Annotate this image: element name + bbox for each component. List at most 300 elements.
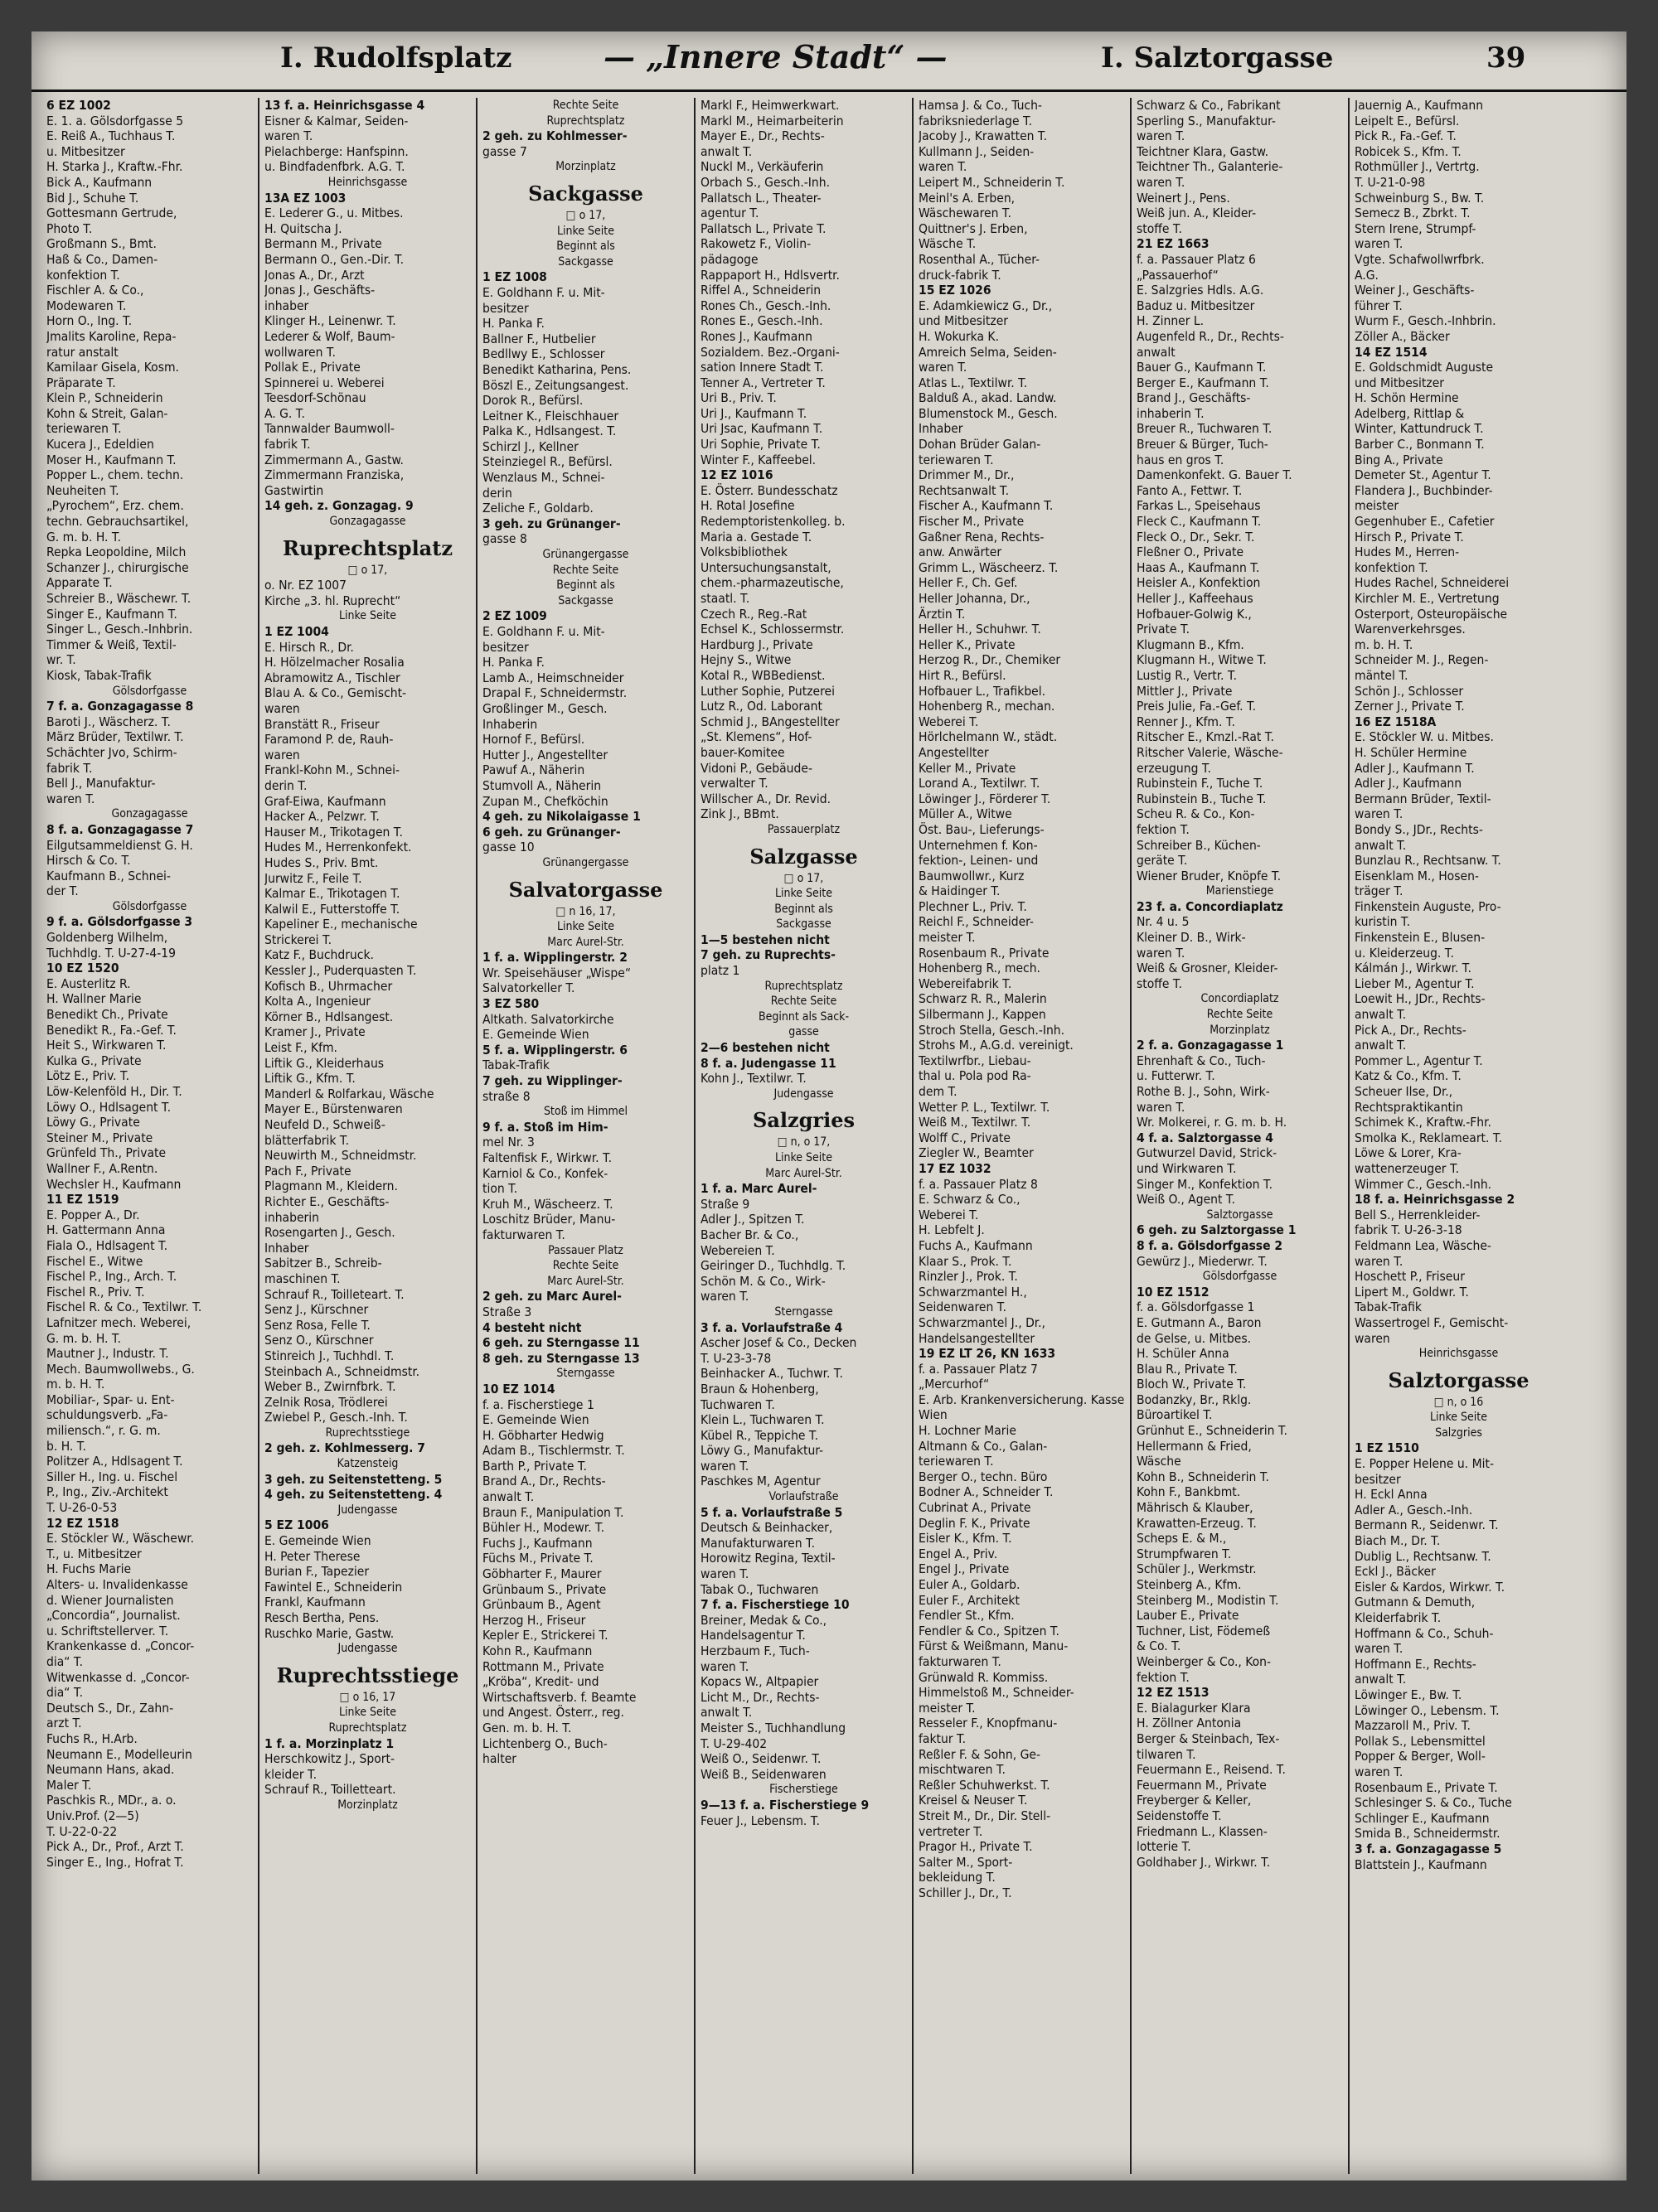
directory-entry: waren T.	[701, 1458, 749, 1474]
directory-entry: Lichtenberg O., Buch-	[482, 1735, 608, 1751]
directory-entry: Hirsch P., Private T.	[1355, 529, 1464, 545]
cross-street-marker: Concordiaplatz	[1200, 992, 1279, 1006]
directory-entry: Haß & Co., Damen-	[46, 251, 158, 267]
directory-entry: 5 f. a. Wipplingerstr. 6	[482, 1042, 628, 1058]
directory-entry: Lieber M., Agentur T.	[1355, 975, 1475, 991]
directory-entry: Mobiliar-, Spar- u. Ent-	[46, 1392, 175, 1407]
directory-entry: Hofbauer-Golwig K.,	[1137, 606, 1252, 622]
directory-entry: techn. Gebrauchsartikel,	[46, 514, 189, 530]
directory-entry: Grimm L., Wäscheerz. T.	[919, 559, 1059, 575]
directory-entry: T. U-23-3-78	[701, 1350, 772, 1366]
directory-entry: Schimek K., Kraftw.-Fhr.	[1355, 1115, 1491, 1130]
directory-entry: H. Wokurka K.	[919, 328, 999, 344]
directory-column-2	[259, 98, 478, 2174]
directory-entry: Großlinger M., Gesch.	[482, 700, 608, 716]
directory-entry: Heller K., Private	[919, 636, 1016, 652]
cross-street-marker: Rechte Seite	[1206, 1008, 1273, 1022]
cross-street-marker: Ruprechtsplatz	[328, 1721, 407, 1735]
header-right-street: I. Salztorgasse	[1101, 41, 1334, 75]
directory-entry: Leipert M., Schneiderin T.	[919, 174, 1065, 190]
directory-entry: Hoffmann & Co., Schuh-	[1355, 1625, 1494, 1641]
directory-entry: Fleck O., Dr., Sekr. T.	[1137, 529, 1255, 545]
directory-entry: Engel A., Priv.	[919, 1546, 998, 1561]
directory-entry: Unternehmen f. Kon-	[919, 837, 1038, 853]
directory-entry: Heit S., Wirkwaren T.	[46, 1038, 167, 1053]
cross-street-marker: gasse	[788, 1025, 819, 1039]
cross-street-marker: Rechte Seite	[552, 1259, 619, 1273]
cross-street-marker: Vorlaufstraße	[768, 1490, 839, 1504]
directory-entry: Singer L., Gesch.-Inhbrin.	[46, 622, 193, 637]
directory-entry: Gaßner Rena, Rechts-	[919, 529, 1045, 545]
directory-entry: Körner B., Hdlsangest.	[264, 1009, 394, 1024]
directory-entry: de Gelse, u. Mitbes.	[1137, 1330, 1252, 1346]
directory-entry: A.G.	[1355, 267, 1379, 283]
directory-entry: Tuchner, List, Födemeß	[1137, 1623, 1271, 1638]
directory-entry: Weiß B., Seidenwaren	[701, 1766, 827, 1782]
directory-entry: Weberei T.	[919, 714, 979, 729]
directory-entry: Grünwald R. Kommiss.	[919, 1669, 1049, 1685]
directory-entry: Heller H., Schuhwr. T.	[919, 622, 1041, 637]
directory-entry: Smida B., Schneidermstr.	[1355, 1826, 1500, 1842]
directory-entry: Krawatten-Erzeug. T.	[1137, 1515, 1257, 1531]
directory-entry: u. Kleiderzeug. T.	[1355, 945, 1454, 961]
directory-entry: und Mitbesitzer	[1355, 375, 1445, 390]
directory-entry: Deglin F. K., Private	[919, 1515, 1030, 1531]
directory-entry: 2—6 bestehen nicht	[701, 1040, 830, 1056]
directory-entry: Hacker A., Pelzwr. T.	[264, 809, 380, 825]
directory-entry: Schneider M. J., Regen-	[1355, 652, 1489, 668]
directory-entry: Kirche „3. hl. Ruprecht“	[264, 593, 401, 608]
directory-entry: waren T.	[919, 159, 967, 175]
directory-entry: Kucera J., Edeldien	[46, 437, 154, 453]
directory-entry: E. Stöckler W. u. Mitbes.	[1355, 729, 1494, 745]
directory-entry: Ziegler W., Beamter	[919, 1145, 1034, 1161]
directory-entry: mischtwaren T.	[919, 1762, 1006, 1778]
directory-entry: 15 EZ 1026	[919, 283, 991, 298]
directory-entry: u. Mitbesitzer	[46, 143, 125, 159]
directory-entry: besitzer	[482, 300, 529, 316]
directory-entry: u. Bindfadenfbrk. A.G. T.	[264, 159, 405, 175]
directory-entry: Hudes Rachel, Schneiderei	[1355, 575, 1510, 591]
directory-entry: Hohenberg R., mech.	[919, 961, 1040, 976]
cross-street-marker: Linke Seite	[775, 1151, 832, 1164]
directory-entry: Hudes M., Herrenkonfekt.	[264, 840, 412, 855]
directory-entry: H. Quitscha J.	[264, 220, 342, 236]
directory-entry: Reichl F., Schneider-	[919, 914, 1034, 930]
directory-entry: Weinberger & Co., Kon-	[1137, 1653, 1272, 1669]
street-heading: Salztorgasse	[1388, 1367, 1530, 1392]
directory-entry: Grünfeld Th., Private	[46, 1145, 167, 1161]
directory-entry: 1—5 bestehen nicht	[701, 932, 830, 947]
directory-entry: anwalt T.	[701, 143, 753, 159]
cross-street-marker: Sterngasse	[774, 1304, 833, 1319]
directory-entry: 4 f. a. Salztorgasse 4	[1137, 1130, 1273, 1145]
directory-entry: waren T.	[1355, 1764, 1403, 1779]
directory-entry: wr. T.	[46, 652, 76, 668]
directory-entry: Seidenwaren T.	[919, 1300, 1006, 1315]
directory-entry: E. Adamkiewicz G., Dr.,	[919, 298, 1053, 313]
directory-entry: ratur anstalt	[46, 344, 119, 360]
directory-entry: Apparate T.	[46, 575, 113, 591]
directory-entry: Rinzler J., Prok. T.	[919, 1269, 1018, 1285]
directory-entry: Rones Ch., Gesch.-Inh.	[701, 298, 831, 313]
directory-entry: Eckl J., Bäcker	[1355, 1564, 1436, 1580]
directory-entry: Kleiner D. B., Wirk-	[1137, 930, 1246, 946]
header-district: — „Innere Stadt“ —	[604, 38, 948, 75]
directory-entry: 13 f. a. Heinrichsgasse 4	[264, 98, 425, 113]
directory-entry: Löw-Kelenföld H., Dir. T.	[46, 1084, 182, 1099]
directory-entry: anwalt T.	[1355, 1672, 1407, 1687]
directory-entry: anwalt T.	[1355, 1038, 1407, 1053]
cross-street-marker: Judengasse	[337, 1503, 398, 1517]
directory-entry: Blumenstock M., Gesch.	[919, 405, 1058, 421]
directory-entry: Faltenfisk F., Wirkwr. T.	[482, 1150, 613, 1165]
directory-entry: Inhaber	[264, 1240, 309, 1256]
directory-entry: Adler A., Gesch.-Inh.	[1355, 1502, 1473, 1517]
directory-entry: waren T.	[701, 1566, 749, 1582]
directory-entry: E. 1. a. Gölsdorfgasse 5	[46, 113, 184, 128]
directory-entry: platz 1	[701, 963, 740, 979]
directory-entry: Schreiber B., Küchen-	[1137, 837, 1261, 853]
directory-entry: Zöller A., Bäcker	[1355, 328, 1450, 344]
directory-entry: Deutsch S., Dr., Zahn-	[46, 1700, 174, 1716]
directory-entry: „Kröba“, Kredit- und	[482, 1674, 599, 1690]
directory-entry: Biach M., Dr. T.	[1355, 1533, 1441, 1549]
directory-entry: schuldungsverb. „Fa-	[46, 1407, 168, 1423]
directory-entry: f. a. Fischerstiege 1	[482, 1396, 594, 1412]
directory-entry: anwalt T.	[1355, 1007, 1407, 1023]
directory-entry: Zupan M., Chefköchin	[482, 793, 608, 809]
directory-entry: Rubinstein F., Tuche T.	[1137, 776, 1263, 791]
directory-entry: Senz O., Kürschner	[264, 1333, 374, 1348]
directory-entry: Lauber E., Private	[1137, 1608, 1239, 1624]
directory-entry: Tannwalder Baumwoll-	[264, 421, 395, 437]
directory-entry: Pallatsch L., Private T.	[701, 220, 827, 236]
directory-entry: thal u. Pola pod Ra-	[919, 1068, 1031, 1084]
directory-entry: Paschkis R., MDr., a. o.	[46, 1793, 177, 1808]
directory-entry: Pielachberge: Hanfspinn.	[264, 143, 409, 159]
directory-entry: Grünhut E., Schneiderin T.	[1137, 1423, 1287, 1439]
directory-entry: Resch Bertha, Pens.	[264, 1610, 380, 1625]
directory-entry: Damenkonfekt. G. Bauer T.	[1137, 467, 1292, 483]
directory-entry: Baduz u. Mitbesitzer	[1137, 298, 1255, 313]
directory-entry: Winter, Kattundruck T.	[1355, 421, 1484, 437]
directory-entry: Fürst & Weißmann, Manu-	[919, 1638, 1069, 1654]
directory-entry: Webereifabrik T.	[919, 975, 1012, 991]
cross-street-marker: Grünangergasse	[542, 855, 629, 869]
directory-entry: Wenzlaus M., Schnei-	[482, 470, 605, 486]
directory-entry: 3 f. a. Gonzagagasse 5	[1355, 1841, 1502, 1856]
directory-entry: Augenfeld R., Dr., Rechts-	[1137, 328, 1284, 344]
directory-entry: H. Zinner L.	[1137, 313, 1205, 329]
directory-entry: Volksbibliothek	[701, 545, 788, 560]
directory-entry: lotterie T.	[1137, 1839, 1191, 1855]
directory-entry: Klugmann B., Kfm.	[1137, 636, 1244, 652]
cross-street-marker: Stoß im Himmel	[543, 1105, 628, 1119]
directory-entry: „Mercurhof“	[919, 1377, 990, 1392]
directory-entry: Eisenklam M., Hosen-	[1355, 868, 1479, 883]
directory-entry: Hudes M., Herren-	[1355, 545, 1460, 560]
directory-entry: fabrik T. U-26-3-18	[1355, 1222, 1462, 1238]
cross-street-marker: Linke Seite	[339, 1706, 396, 1720]
directory-entry: Weinert J., Pens.	[1137, 190, 1230, 206]
directory-entry: Bell S., Herrenkleider-	[1355, 1207, 1481, 1222]
directory-entry: Teichtner Th., Galanterie-	[1137, 159, 1283, 175]
directory-entry: Teesdorf-Schönau	[264, 390, 366, 406]
directory-entry: anw. Anwärter	[919, 545, 1002, 560]
directory-entry: Wetter P. L., Textilwr. T.	[919, 1099, 1050, 1115]
directory-entry: Bodner A., Schneider T.	[919, 1484, 1054, 1500]
directory-column-4	[696, 98, 914, 2174]
directory-entry: Moser H., Kaufmann T.	[46, 452, 177, 467]
directory-entry: Wirtschaftsverb. f. Beamte	[482, 1689, 637, 1705]
directory-entry: gasse 8	[482, 531, 527, 547]
directory-entry: teriewaren T.	[919, 452, 994, 467]
directory-entry: 4 geh. zu Nikolaigasse 1	[482, 809, 641, 825]
directory-entry: Kullmann J., Seiden-	[919, 143, 1035, 159]
directory-entry: Horowitz Regina, Textil-	[701, 1551, 836, 1566]
directory-entry: Bermann R., Seidenwr. T.	[1355, 1517, 1499, 1533]
directory-entry: Echsel K., Schlossermstr.	[701, 622, 845, 637]
directory-entry: Straße 3	[482, 1304, 532, 1319]
directory-entry: Heller Johanna, Dr.,	[919, 591, 1030, 606]
directory-entry: Scheu R. & Co., Kon-	[1137, 806, 1255, 822]
directory-entry: Klinger H., Leinenwr. T.	[264, 313, 396, 329]
cross-street-marker: Linke Seite	[557, 920, 614, 934]
directory-entry: 12 EZ 1518	[46, 1515, 119, 1531]
directory-entry: Zimmermann A., Gastw.	[264, 452, 404, 467]
directory-entry: Baroti J., Wäscherz. T.	[46, 714, 171, 729]
directory-entry: Mayer E., Bürstenwaren	[264, 1101, 403, 1117]
directory-entry: Hirt R., Befürsl.	[919, 667, 1006, 683]
directory-entry: Herzbaum F., Tuch-	[701, 1643, 810, 1658]
directory-entry: Rakowetz F., Violin-	[701, 236, 812, 252]
directory-entry: waren	[1355, 1330, 1390, 1346]
directory-entry: E. Gemeinde Wien	[482, 1027, 589, 1043]
directory-entry: Pollak E., Private	[264, 360, 361, 375]
directory-entry: Handelsagentur T.	[701, 1628, 806, 1643]
directory-column-6	[1132, 98, 1350, 2174]
directory-entry: Weiner J., Geschäfts-	[1355, 283, 1475, 298]
directory-entry: Kamilaar Gisela, Kosm.	[46, 360, 179, 375]
directory-entry: Plagmann M., Kleidern.	[264, 1179, 398, 1194]
directory-entry: Finkenstein Auguste, Pro-	[1355, 898, 1501, 914]
directory-entry: Ballner F., Hutbelier	[482, 331, 596, 346]
directory-entry: Hutter J., Angestellter	[482, 747, 608, 762]
directory-entry: Siller H., Ing. u. Fischel	[46, 1469, 178, 1484]
directory-entry: Hornof F., Befürsl.	[482, 732, 585, 748]
cross-street-marker: Linke Seite	[775, 887, 832, 901]
directory-entry: 19 EZ LT 26, KN 1633	[919, 1346, 1056, 1362]
directory-entry: Wallner F., A.Rentn.	[46, 1160, 158, 1176]
directory-entry: Adler J., Spitzen T.	[701, 1212, 805, 1227]
directory-entry: faktur T.	[919, 1730, 967, 1746]
directory-entry: erzeugung T.	[1137, 760, 1211, 776]
directory-entry: Beinhacker A., Tuchwr. T.	[701, 1366, 843, 1382]
directory-entry: Baumwollwr., Kurz	[919, 868, 1025, 883]
directory-entry: Kopacs W., Altpapier	[701, 1674, 819, 1690]
directory-entry: Fuchs R., H.Arb.	[46, 1730, 138, 1746]
directory-entry: Kálmán J., Wirkwr. T.	[1355, 961, 1471, 976]
directory-entry: Kohn J., Textilwr. T.	[701, 1071, 807, 1087]
directory-entry: Rubinstein B., Tuche T.	[1137, 791, 1267, 806]
directory-entry: waren	[264, 700, 300, 716]
directory-entry: Maler T.	[46, 1777, 92, 1793]
directory-entry: Leist F., Kfm.	[264, 1040, 337, 1056]
directory-entry: Bermann Brüder, Textil-	[1355, 791, 1491, 806]
directory-entry: Adler J., Kaufmann	[1355, 776, 1462, 791]
directory-entry: Pach F., Private	[264, 1163, 351, 1179]
directory-entry: 7 geh. zu Ruprechts-	[701, 947, 836, 963]
directory-entry: Bedllwy E., Schlosser	[482, 346, 605, 362]
directory-entry: Kreisel & Neuser T.	[919, 1793, 1028, 1808]
directory-entry: Frankl-Kohn M., Schnei-	[264, 762, 400, 778]
directory-entry: Tenner A., Vertreter T.	[701, 375, 826, 390]
directory-entry: Politzer A., Hdlsagent T.	[46, 1454, 183, 1469]
directory-entry: 6 geh. zu Salztorgasse 1	[1137, 1222, 1297, 1238]
directory-entry: Euler A., Goldarb.	[919, 1577, 1020, 1592]
cross-street-marker: Judengasse	[773, 1087, 834, 1101]
directory-entry: Pick A., Dr., Prof., Arzt T.	[46, 1839, 184, 1855]
directory-entry: Spinnerei u. Weberei	[264, 375, 385, 390]
directory-entry: Löwy O., Hdlsagent T.	[46, 1099, 172, 1115]
directory-entry: verwalter T.	[701, 776, 768, 791]
directory-entry: 6 EZ 1002	[46, 98, 111, 113]
directory-entry: Lederer & Wolf, Baum-	[264, 328, 395, 344]
directory-entry: Stroch Stella, Gesch.-Inh.	[919, 1022, 1065, 1038]
directory-entry: E. Bialagurker Klara	[1137, 1700, 1251, 1716]
directory-entry: Karniol & Co., Konfek-	[482, 1165, 608, 1181]
directory-entry: „Passauerhof“	[1137, 267, 1219, 283]
directory-entry: Wr. Molkerei, r. G. m. b. H.	[1137, 1115, 1287, 1130]
directory-entry: Jurwitz F., Feile T.	[264, 870, 362, 886]
directory-entry: Semecz B., Zbrkt. T.	[1355, 206, 1471, 221]
directory-entry: waren T.	[701, 1658, 749, 1674]
directory-entry: 2 f. a. Gonzagagasse 1	[1137, 1038, 1284, 1053]
directory-entry: Deutsch & Beinhacker,	[701, 1520, 833, 1536]
directory-entry: E. Gemeinde Wien	[264, 1533, 371, 1549]
directory-entry: waren T.	[1355, 236, 1403, 252]
directory-entry: fabriksniederlage T.	[919, 113, 1033, 128]
directory-entry: Uri Jsac, Kaufmann T.	[701, 421, 823, 437]
directory-entry: Wr. Speisehäuser „Wispe“	[482, 965, 632, 980]
directory-entry: Euler F., Architekt	[919, 1592, 1020, 1608]
directory-column-5	[914, 98, 1132, 2174]
directory-entry: Kalmar E., Trikotagen T.	[264, 886, 400, 902]
directory-entry: Fischer A., Kaufmann T.	[919, 498, 1054, 514]
directory-entry: fabrik T.	[46, 760, 93, 776]
directory-entry: pädagoge	[701, 251, 759, 267]
cross-street-marker: □ o 17,	[783, 871, 824, 885]
directory-entry: Kohn F., Bankbmt.	[1137, 1484, 1241, 1500]
directory-entry: Inhaber	[919, 421, 963, 437]
street-heading: Ruprechtsstiege	[276, 1663, 459, 1687]
directory-entry: Bodanzky, Br., Rklg.	[1137, 1392, 1252, 1407]
directory-entry: Breiner, Medak & Co.,	[701, 1612, 827, 1628]
directory-entry: Leipelt E., Befürsl.	[1355, 113, 1460, 128]
directory-entry: Hellermann & Fried,	[1137, 1438, 1252, 1454]
cross-street-marker: Morzinplatz	[555, 160, 616, 174]
directory-entry: Quittner's J. Erben,	[919, 220, 1028, 236]
directory-entry: Zeliche F., Goldarb.	[482, 501, 594, 516]
directory-entry: dia“ T.	[46, 1685, 84, 1701]
directory-entry: E. Arb. Krankenversicherung. Kasse	[919, 1392, 1125, 1407]
directory-entry: Plechner L., Priv. T.	[919, 898, 1027, 914]
directory-columns	[41, 98, 1617, 2174]
directory-entry: Zimmermann Franziska,	[264, 467, 405, 483]
directory-entry: m. b. H. T.	[1355, 636, 1413, 652]
directory-entry: konfektion T.	[46, 267, 120, 283]
directory-entry: E. Gemeinde Wien	[482, 1412, 589, 1428]
directory-entry: 2 EZ 1009	[482, 608, 547, 624]
directory-entry: 2 geh. zu Marc Aurel-	[482, 1289, 622, 1304]
directory-entry: derin T.	[264, 777, 308, 793]
cross-street-marker: Rechte Seite	[552, 563, 619, 577]
directory-entry: Klaar S., Prok. T.	[919, 1253, 1012, 1269]
directory-entry: 7 f. a. Gonzagagasse 8	[46, 699, 194, 714]
directory-entry: anwalt	[1137, 344, 1176, 360]
directory-entry: Hardburg J., Private	[701, 636, 813, 652]
directory-entry: H. Eckl Anna	[1355, 1487, 1428, 1503]
directory-entry: Scheps E. & M.,	[1137, 1531, 1227, 1546]
directory-entry: Ritscher Valerie, Wäsche-	[1137, 744, 1283, 760]
cross-street-marker: Morzinplatz	[1210, 1023, 1270, 1037]
cross-street-marker: Fischerstiege	[769, 1783, 838, 1797]
directory-entry: E. Österr. Bundesschatz	[701, 482, 838, 498]
directory-entry: Grünbaum B., Agent	[482, 1597, 601, 1613]
directory-entry: H. Schön Hermine	[1355, 390, 1459, 406]
directory-entry: und Wirkwaren T.	[1137, 1160, 1237, 1176]
directory-entry: H. Göbharter Hedwig	[482, 1427, 604, 1443]
directory-entry: Fanto A., Fettwr. T.	[1137, 482, 1243, 498]
directory-entry: Tabak-Trafik	[482, 1058, 550, 1073]
directory-entry: Jonas A., Dr., Arzt	[264, 267, 365, 283]
directory-entry: Rosenbaum R., Private	[919, 945, 1050, 961]
directory-entry: Keller M., Private	[919, 760, 1016, 776]
directory-entry: 2 geh. zu Kohlmesser-	[482, 128, 628, 144]
directory-entry: stoffe T.	[1137, 975, 1182, 991]
directory-entry: Wolff C., Private	[919, 1130, 1011, 1145]
directory-entry: inhaberin T.	[1137, 405, 1205, 421]
directory-entry: E. Austerlitz R.	[46, 975, 131, 991]
directory-entry: Nr. 4 u. 5	[1137, 914, 1190, 930]
directory-entry: Löwinger O., Lebensm. T.	[1355, 1702, 1500, 1718]
directory-entry: Modewaren T.	[46, 298, 127, 313]
directory-entry: 9—13 f. a. Fischerstiege 9	[701, 1797, 870, 1813]
directory-entry: Gottesmann Gertrude,	[46, 206, 177, 221]
directory-entry: Eisler & Kardos, Wirkwr. T.	[1355, 1579, 1505, 1595]
directory-entry: Himmelstoß M., Schneider-	[919, 1685, 1074, 1701]
directory-entry: Feuermann M., Private	[1137, 1777, 1267, 1793]
cross-street-marker: Gölsdorfgasse	[112, 684, 187, 698]
directory-entry: 10 EZ 1520	[46, 961, 119, 976]
directory-entry: Wäschewaren T.	[919, 206, 1011, 221]
directory-entry: Fendler & Co., Spitzen T.	[919, 1623, 1059, 1638]
directory-entry: Mautner J., Industr. T.	[46, 1346, 169, 1362]
directory-entry: waren T.	[1137, 945, 1185, 961]
directory-entry: Timmer & Weiß, Textil-	[46, 636, 177, 652]
directory-entry: 9 f. a. Gölsdorfgasse 3	[46, 914, 193, 930]
directory-entry: Salvatorkeller T.	[482, 980, 575, 996]
directory-entry: 8 f. a. Judengasse 11	[701, 1055, 836, 1071]
directory-entry: Gegenhuber E., Cafetier	[1355, 514, 1495, 530]
cross-street-marker: Beginnt als Sack-	[758, 1009, 850, 1024]
directory-entry: Breuer & Bürger, Tuch-	[1137, 437, 1268, 453]
directory-entry: Osterport, Osteuropäische	[1355, 606, 1508, 622]
directory-entry: b. H. T.	[46, 1438, 86, 1454]
directory-entry: E. Schwarz & Co.,	[919, 1192, 1020, 1208]
directory-entry: Horn O., Ing. T.	[46, 313, 133, 329]
